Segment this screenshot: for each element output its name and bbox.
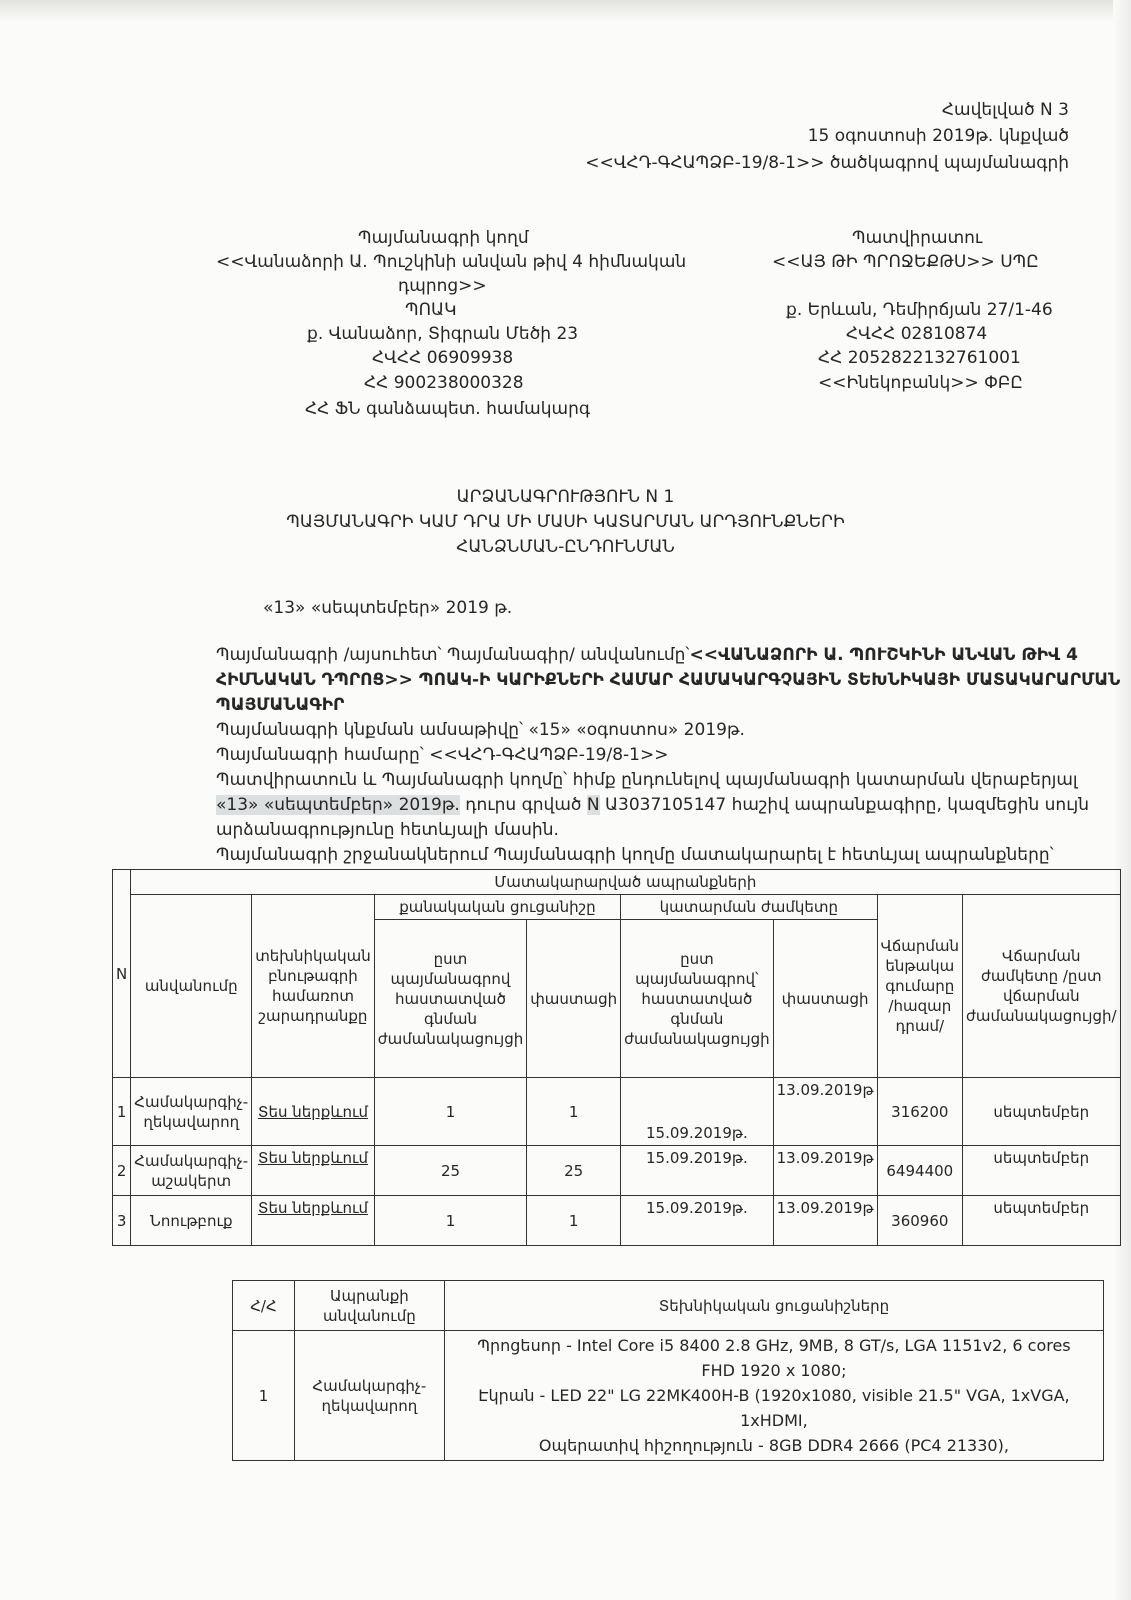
table-row — [233, 1331, 1104, 1461]
row-term-actual: 13.09.2019թ — [773, 1196, 877, 1246]
col-header-term-contract: ըստ պայմանագրով՝ հաստատված գնման ժամանակացույցի — [621, 920, 773, 1078]
supplier-name-line2: դպրոց>> — [398, 276, 487, 296]
delivery-table — [112, 869, 1121, 1246]
spec-table — [232, 1280, 1104, 1461]
spec-row-details — [444, 1331, 1103, 1461]
supplier-name-line1: <<Վանաձորի Ա. Պուշկինի անվան թիվ 4 հիմնական — [216, 252, 687, 272]
supplier-tin: ՀՎՀՀ 06909938 — [372, 348, 514, 368]
row-n: 3 — [113, 1196, 131, 1246]
row-spec-link: Տես ներքևում — [252, 1146, 375, 1196]
buyer-tin: ՀՎՀՀ 02810874 — [846, 324, 988, 344]
supplier-role: Պայմանագրի կողմ — [358, 228, 529, 248]
table-row — [113, 1078, 1121, 1146]
supplier-legal-form: ՊՈԱԿ — [405, 300, 457, 320]
scan-right-edge — [1113, 0, 1131, 1600]
doc-title-line3: ՀԱՆՁՆՄԱՆ-ԸՆԴՈՒՆՄԱՆ — [456, 537, 675, 557]
subject-line2: ՀԻՄՆԱԿԱՆ ԴՊՐՈՑ>> ՊՈԱԿ-Ի ԿԱՐԻՔՆԵՐԻ ՀԱՄԱՐ ՀԱՄԱԿԱՐԳՉԱՅԻՆ ՏԵԽՆԻԿԱՅԻ ՄԱՏԱԿԱՐԱՐՄԱՆ — [216, 670, 1121, 690]
invoice-n-highlight: N — [586, 795, 600, 815]
supplier-address: ք. Վանաձոր, Տիգրան Մեծի 23 — [307, 324, 579, 344]
row-n: 1 — [113, 1078, 131, 1146]
row-amount: 6494400 — [877, 1146, 962, 1196]
paragraph-line2 — [216, 795, 1089, 815]
row-term-contract: 15.09.2019թ. — [621, 1078, 773, 1146]
row-qty-contract: 25 — [374, 1146, 526, 1196]
paragraph-line2-text: դուրս գրված — [459, 795, 582, 815]
supplier-account: ՀՀ 900238000328 — [364, 373, 524, 393]
spec-resolution: FHD 1920 x 1080; — [701, 1361, 847, 1380]
doc-title-line1: ԱՐՁԱՆԱԳՐՈՒԹՅՈՒՆ N 1 — [456, 487, 675, 507]
sign-date-line: Պայմանագրի կնքման ամսաթիվը՝ «15» «օգոստոս» 2019թ. — [216, 720, 745, 740]
col-header-pay-term: Վճարման ժամկետը /ըստ վճարման ժամանակացույցի/ — [963, 895, 1120, 1078]
row-name: Համակարգիչ-ղեկավարող — [131, 1078, 252, 1146]
row-amount: 360960 — [877, 1196, 962, 1246]
buyer-bank: <<Ինեկոբանկ>> ՓԲԸ — [818, 373, 1023, 393]
spec-hdmi: 1xHDMI, — [740, 1411, 808, 1430]
paragraph-line4: Պայմանագրի շրջանակներում Պայմանագրի կողմը մատակարարել է հետևյալ ապրանքները՝ — [216, 845, 1054, 865]
header-group-term: կատարման ժամկետը — [621, 895, 877, 920]
row-qty-contract: 1 — [374, 1196, 526, 1246]
spec-col-header-name: Ապրանքի անվանումը — [294, 1281, 444, 1331]
subject-line3: ՊԱՅՄԱՆԱԳԻՐ — [216, 695, 345, 715]
row-n: 2 — [113, 1146, 131, 1196]
row-term-contract: 15.09.2019թ. — [621, 1196, 773, 1246]
buyer-address: ք. Երևան, Դեմիրճյան 27/1-46 — [786, 300, 1053, 320]
row-name: Նոութբուք — [131, 1196, 252, 1246]
row-qty-actual: 1 — [527, 1196, 621, 1246]
row-amount: 316200 — [877, 1078, 962, 1146]
spec-col-header-n: Հ/Հ — [233, 1281, 295, 1331]
row-term-actual: 13.09.2019թ — [773, 1146, 877, 1196]
contract-number-line: Պայմանագրի համարը՝ <<ՎՀԴ-ԳՀԱՊՁԲ-19/8-1>> — [216, 745, 669, 765]
col-header-n: N — [113, 870, 131, 1078]
scan-top-edge — [0, 0, 1131, 22]
spec-monitor: Էկրան - LED 22" LG 22MK400H-B (1920x1080, visible 21.5" VGA, 1xVGA, — [478, 1386, 1070, 1405]
subject-prefix: Պայմանագրի /այսուհետ՝ Պայմանագիր/ անվանումը՝ — [216, 645, 690, 665]
subject-title-part1: <<ՎԱՆԱՁՈՐԻ Ա. ՊՈՒՇԿԻՆԻ ԱՆՎԱՆ ԹԻՎ 4 — [689, 645, 1078, 665]
header-group-delivered: Մատակարարված ապրանքների — [131, 870, 1120, 895]
invoice-number-text: Ա3037105147 հաշիվ ապրանքագիրը, կազմեցին սույն — [599, 795, 1089, 815]
appendix-label: Հավելված N 3 — [941, 100, 1069, 120]
col-header-qty-contract: ըստ պայմանագրով հաստատված գնման ժամանակացույցի — [374, 920, 526, 1078]
spec-col-header-spec: Տեխնիկական ցուցանիշները — [444, 1281, 1103, 1331]
row-pay-term: սեպտեմբեր — [963, 1078, 1120, 1146]
supplier-bank: ՀՀ ՖՆ գանձապետ. համակարգ — [305, 399, 591, 419]
row-pay-term: սեպտեմբեր — [963, 1146, 1120, 1196]
row-qty-actual: 25 — [527, 1146, 621, 1196]
paragraph-line3: արձանագրությունը հետևյալի մասին. — [216, 820, 559, 840]
col-header-qty-actual: փաստացի — [527, 920, 621, 1078]
row-qty-contract: 1 — [374, 1078, 526, 1146]
buyer-name: <<ԱՅ ԹԻ ՊՐՈՋԵՔԹՍ>> ՍՊԸ — [772, 252, 1039, 272]
row-term-actual: 13.09.2019թ — [773, 1078, 877, 1146]
row-term-contract: 15.09.2019թ. — [621, 1146, 773, 1196]
row-qty-actual: 1 — [527, 1078, 621, 1146]
paragraph-line1: Պատվիրատուն և Պայմանագրի կողմը՝ հիմք ընդունելով պայմանագրի կատարման վերաբերյալ — [216, 770, 1078, 790]
col-header-amount: Վճարման ենթակա գումարը /հազար դրամ/ — [877, 895, 962, 1078]
row-pay-term: սեպտեմբեր — [963, 1196, 1120, 1246]
doc-date: «13» «սեպտեմբեր» 2019 թ. — [263, 598, 513, 618]
spec-row-name: Համակարգիչ-ղեկավարող — [294, 1331, 444, 1461]
row-spec-link: Տես ներքևում — [252, 1078, 375, 1146]
doc-title-line2: ՊԱՅՄԱՆԱԳՐԻ ԿԱՄ ԴՐԱ ՄԻ ՄԱՍԻ ԿԱՏԱՐՄԱՆ ԱՐԴՅՈՒՆՔՆԵՐԻ — [286, 512, 845, 532]
appendix-contract-ref: <<ՎՀԴ-ԳՀԱՊՁԲ-19/8-1>> ծածկագրով պայմանագրի — [585, 153, 1069, 173]
row-spec-link: Տես ներքևում — [252, 1196, 375, 1246]
spec-cpu: Պրոցեսոր - Intel Core i5 8400 2.8 GHz, 9MB, 8 GT/s, LGA 1151v2, 6 cores — [477, 1336, 1071, 1355]
row-name: Համակարգիչ-աշակերտ — [131, 1146, 252, 1196]
col-header-name: անվանումը — [131, 895, 252, 1078]
subject-line1 — [216, 645, 1078, 665]
col-header-spec: տեխնիկական բնութագրի համառոտ շարադրանքը — [252, 895, 375, 1078]
table-row — [113, 1146, 1121, 1196]
buyer-account: ՀՀ 2052822132761001 — [818, 348, 1021, 368]
col-header-term-actual: փաստացի — [773, 920, 877, 1078]
buyer-role: Պատվիրատու — [852, 228, 983, 248]
invoice-date-highlight: «13» «սեպտեմբեր» 2019թ. — [216, 795, 460, 815]
spec-ram: Օպերատիվ հիշողություն - 8GB DDR4 2666 (PC4 21330), — [538, 1436, 1009, 1455]
spec-row-n: 1 — [233, 1331, 295, 1461]
table-row — [113, 1196, 1121, 1246]
header-group-qty: քանակական ցուցանիշը — [374, 895, 620, 920]
appendix-date: 15 օգոստոսի 2019թ. կնքված — [807, 126, 1069, 146]
